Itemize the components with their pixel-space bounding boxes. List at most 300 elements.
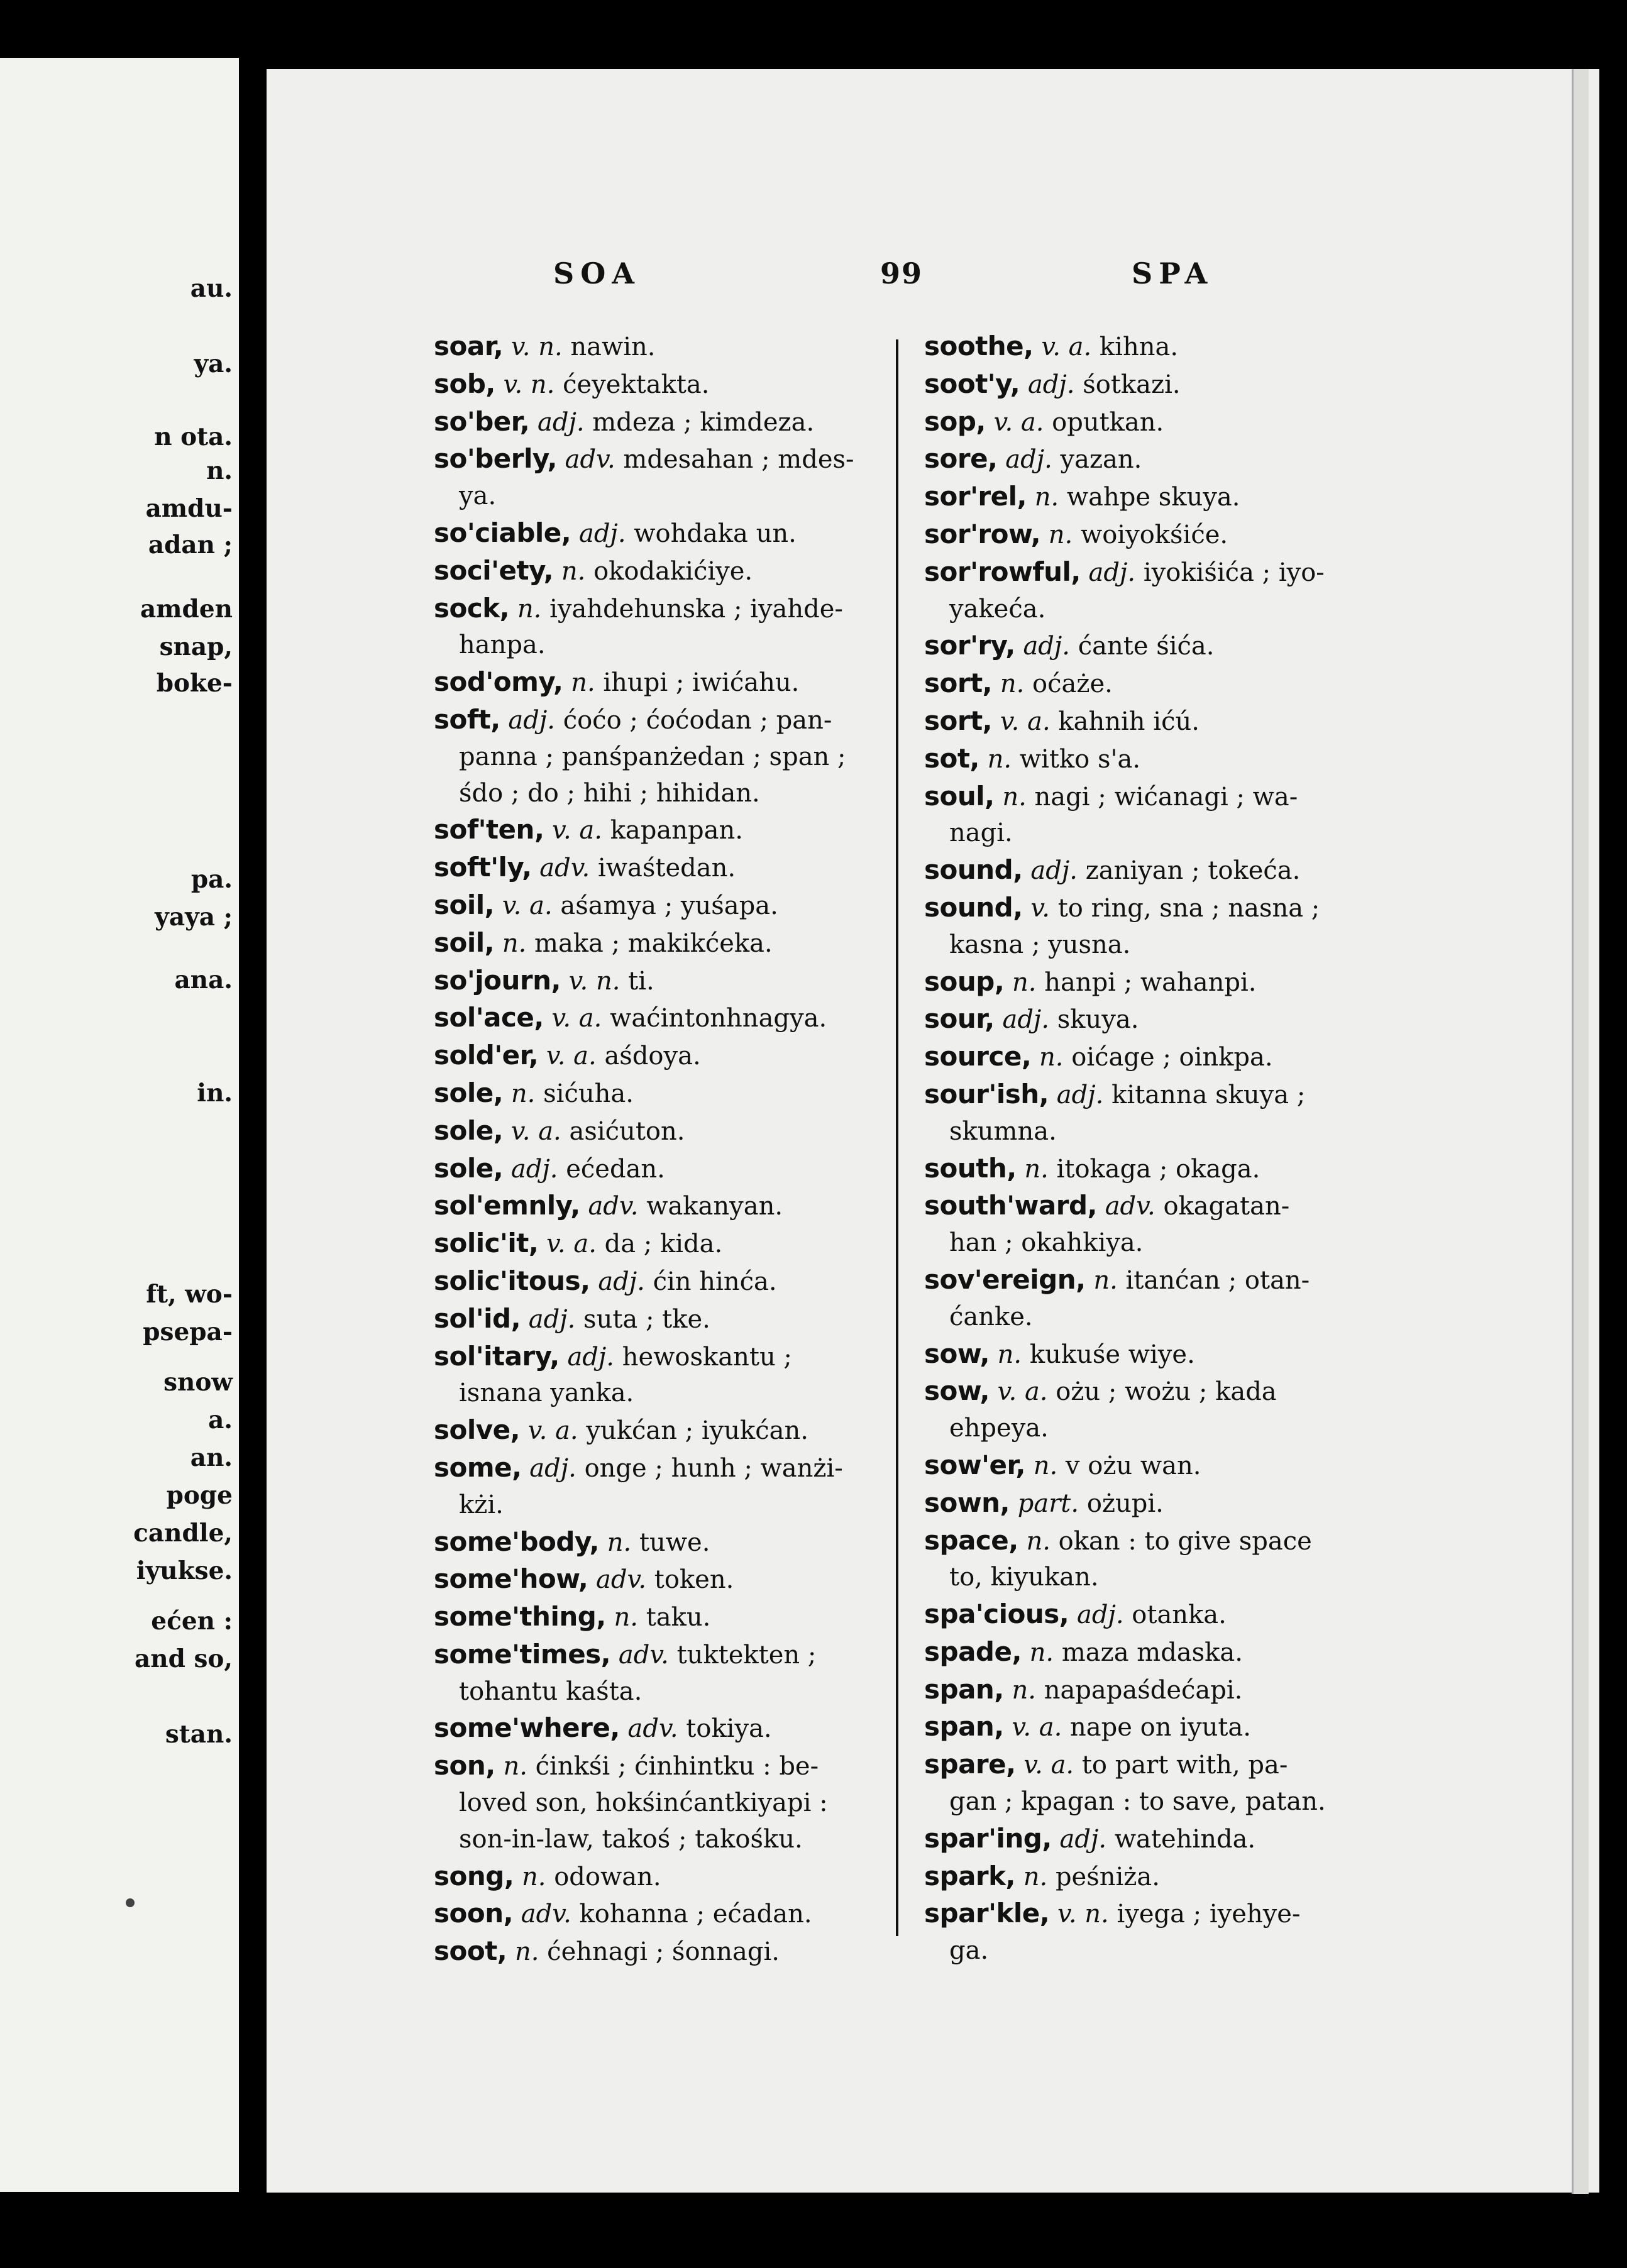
facing-page-text: amden [140, 595, 233, 624]
headword: some'times, [434, 1638, 611, 1670]
definition: witko s'a. [1019, 744, 1141, 774]
dictionary-entry [434, 925, 854, 962]
part-of-speech: n. [561, 556, 586, 586]
definition: ećedan. [566, 1154, 665, 1184]
definition: śdo ; do ; hihi ; hihidan. [459, 778, 760, 808]
dictionary-entry [924, 703, 1326, 740]
facing-page-text: poge [166, 1481, 233, 1510]
definition: oćaże. [1032, 669, 1113, 699]
dictionary-entry [434, 1075, 854, 1113]
dictionary-entry [434, 1450, 854, 1487]
part-of-speech: adj. [1076, 1600, 1124, 1630]
part-of-speech: n. [503, 1752, 527, 1781]
headword: soup, [924, 966, 1005, 997]
part-of-speech: n. [987, 744, 1012, 774]
definition: yakeća. [949, 594, 1046, 624]
definition: ihupi ; iwićahu. [603, 668, 800, 698]
entry-continuation [924, 1114, 1326, 1150]
definition: son-in-law, takoś ; takośku. [459, 1824, 803, 1854]
dictionary-entry [924, 441, 1326, 478]
dictionary-entry [924, 1671, 1326, 1709]
definition: hewoskantu ; [622, 1342, 792, 1372]
dictionary-entry [924, 1820, 1326, 1858]
definition: to, kiyukan. [949, 1563, 1099, 1592]
dictionary-entry [434, 849, 854, 887]
definition: onge ; hunh ; wanżi- [584, 1453, 843, 1483]
definition: oićage ; oinkpa. [1071, 1043, 1273, 1072]
headword: sour, [924, 1003, 995, 1035]
dictionary-entry [924, 1373, 1326, 1411]
dictionary-entry [924, 1336, 1326, 1373]
part-of-speech: n. [1000, 669, 1025, 699]
headword: sow'er, [924, 1449, 1025, 1480]
part-of-speech: v. a. [993, 407, 1044, 437]
definition: iyahdehunska ; iyahde- [549, 594, 843, 624]
part-of-speech: v. a. [510, 1116, 561, 1146]
definition: mdeza ; kimdeza. [592, 407, 815, 437]
definition: iyega ; iyehye- [1117, 1900, 1301, 1929]
definition: aśamya ; yuśapa. [560, 891, 778, 920]
facing-page-text: a. [208, 1406, 233, 1434]
dictionary-entry [924, 478, 1326, 516]
dictionary-entry [924, 964, 1326, 1001]
headword: soar, [434, 331, 504, 361]
entry-continuation [434, 1375, 854, 1412]
facing-page-text: ećen : [151, 1607, 233, 1636]
definition: ożupi. [1086, 1489, 1164, 1518]
part-of-speech: n. [1012, 1675, 1036, 1705]
definition: skuya. [1057, 1005, 1139, 1035]
headword: so'ciable, [434, 517, 571, 548]
part-of-speech: adv. [627, 1714, 678, 1744]
headword: sof'ten, [434, 814, 544, 845]
definition: oputkan. [1052, 407, 1164, 437]
dictionary-entry [924, 404, 1326, 441]
part-of-speech: adj. [578, 519, 626, 548]
definition: okodakićiye. [593, 556, 753, 586]
headword: soot, [434, 1935, 507, 1967]
definition: yukćan ; iyukćan. [586, 1416, 808, 1446]
dictionary-entry [924, 1709, 1326, 1746]
definition: token. [654, 1565, 734, 1595]
headword: spar'ing, [924, 1822, 1052, 1854]
part-of-speech: v. a. [1000, 707, 1051, 736]
part-of-speech: adj. [1027, 370, 1075, 399]
dictionary-entry [924, 1001, 1326, 1038]
headword: some'how, [434, 1563, 588, 1595]
dictionary-entry [434, 328, 854, 366]
part-of-speech: n. [1012, 967, 1037, 997]
headword: spare, [924, 1749, 1016, 1780]
definition: tokiya. [686, 1714, 772, 1744]
entry-continuation [924, 1299, 1326, 1336]
definition: skumna. [949, 1116, 1057, 1146]
headword: sore, [924, 443, 998, 475]
definition: han ; okahkiya. [949, 1228, 1144, 1258]
facing-page-text: in. [197, 1079, 233, 1108]
definition: maka ; makikćeka. [534, 928, 773, 958]
dictionary-entry [434, 812, 854, 849]
part-of-speech: adj. [528, 1304, 576, 1334]
part-of-speech: n. [1034, 483, 1059, 512]
facing-page-text: snap, [159, 632, 233, 661]
headword: so'ber, [434, 405, 530, 437]
entry-continuation [924, 1560, 1326, 1596]
dictionary-entry [924, 1038, 1326, 1076]
dictionary-entry [434, 1599, 854, 1636]
dictionary-entry [924, 1522, 1326, 1560]
headword: sort, [924, 705, 993, 736]
dictionary-entry [924, 1150, 1326, 1188]
headword: sot, [924, 742, 979, 774]
headword: sob, [434, 368, 495, 399]
dictionary-entry [434, 515, 854, 553]
headword: sor'ry, [924, 630, 1015, 661]
part-of-speech: v. n. [1057, 1900, 1109, 1929]
definition: wohdaka un. [634, 519, 797, 548]
part-of-speech: n. [502, 928, 527, 958]
headword: solve, [434, 1414, 521, 1446]
dictionary-entry [924, 366, 1326, 404]
facing-page-text: candle, [133, 1519, 233, 1548]
dictionary-entry [924, 1895, 1326, 1933]
headword: solic'it, [434, 1228, 539, 1259]
dictionary-entry [924, 1187, 1326, 1225]
definition: yazan. [1060, 445, 1142, 475]
definition: ćoćo ; ćoćodan ; pan- [563, 705, 832, 735]
dictionary-entry [924, 1746, 1326, 1784]
part-of-speech: v. a. [1023, 1751, 1074, 1780]
definition: gan ; kpagan : to save, patan. [949, 1787, 1326, 1817]
headword: sor'row, [924, 518, 1041, 549]
entry-column-right [924, 328, 1326, 1969]
definition: kukuśe wiye. [1029, 1340, 1195, 1369]
part-of-speech: v. a. [546, 1042, 597, 1071]
definition: ćehnagi ; śonnagi. [547, 1937, 780, 1967]
dictionary-entry [434, 1858, 854, 1896]
definition: loved son, hokśinćantkiyapi : [459, 1788, 828, 1818]
entry-continuation [924, 1933, 1326, 1969]
part-of-speech: adj. [1005, 445, 1052, 475]
definition: nagi. [949, 818, 1013, 848]
headword: spark, [924, 1860, 1016, 1891]
headword: sod'omy, [434, 666, 563, 698]
entry-continuation [924, 592, 1326, 628]
column-divider [896, 339, 898, 1936]
dictionary-entry [434, 1933, 854, 1971]
headword: some'thing, [434, 1601, 606, 1632]
headword: space, [924, 1524, 1018, 1556]
definition: otanka. [1132, 1600, 1227, 1630]
facing-page-text: adan ; [148, 531, 233, 559]
definition: hanpi ; wahanpi. [1044, 967, 1257, 997]
dictionary-entry [434, 1412, 854, 1450]
headword: sol'emnly, [434, 1190, 580, 1221]
entry-continuation [434, 1487, 854, 1524]
headword: son, [434, 1750, 495, 1781]
headword: so'journ, [434, 964, 561, 996]
definition: da ; kida. [604, 1230, 723, 1259]
facing-page-text: n. [206, 456, 233, 485]
headword: span, [924, 1673, 1004, 1705]
definition: peśniża. [1055, 1862, 1160, 1891]
definition: ya. [459, 482, 497, 511]
headword: soil, [434, 889, 495, 920]
part-of-speech: v. a. [527, 1416, 578, 1446]
definition: zaniyan ; tokeća. [1085, 856, 1301, 886]
part-of-speech: v. [1030, 893, 1050, 923]
headword: soothe, [924, 331, 1034, 361]
headword: soon, [434, 1898, 514, 1929]
part-of-speech: adj. [1030, 856, 1078, 886]
definition: ćanke. [949, 1302, 1033, 1331]
part-of-speech: n. [1039, 1043, 1064, 1072]
definition: hanpa. [459, 630, 546, 660]
dictionary-entry [924, 328, 1326, 366]
definition: ćinkśi ; ćinhintku : be- [535, 1752, 819, 1781]
headword: soft'ly, [434, 852, 532, 883]
facing-page-text: snow [163, 1368, 233, 1397]
entry-continuation [924, 815, 1326, 852]
definition: wakanyan. [646, 1192, 783, 1221]
dictionary-entry [924, 665, 1326, 703]
part-of-speech: v. a. [502, 891, 553, 920]
part-of-speech: adv. [565, 445, 615, 475]
headword: sor'rowful, [924, 556, 1081, 587]
definition: to part with, pa- [1081, 1751, 1288, 1780]
facing-page-text: ana. [174, 966, 233, 994]
definition: suta ; tke. [583, 1304, 710, 1334]
definition: woiyokśiće. [1080, 520, 1228, 549]
definition: kitanna skuya ; [1111, 1080, 1306, 1109]
part-of-speech: v. n. [503, 370, 555, 399]
definition: nape on iyuta. [1070, 1713, 1251, 1742]
definition: sićuha. [543, 1079, 634, 1108]
definition: tuwe. [639, 1528, 710, 1557]
page-edge [1572, 69, 1589, 2194]
dictionary-entry [434, 664, 854, 702]
definition: waćintonhnagya. [610, 1004, 827, 1033]
definition: itokaga ; okaga. [1056, 1154, 1260, 1184]
dictionary-entry [924, 852, 1326, 889]
part-of-speech: part. [1017, 1489, 1079, 1518]
definition: kasna ; yusna. [949, 930, 1131, 959]
part-of-speech: adv. [588, 1192, 639, 1221]
dictionary-entry [924, 627, 1326, 665]
facing-page-text: ft, wo- [146, 1280, 233, 1309]
entry-continuation [434, 1785, 854, 1822]
headword: sol'itary, [434, 1340, 560, 1372]
part-of-speech: n. [1023, 1862, 1048, 1891]
part-of-speech: n. [614, 1603, 638, 1632]
dictionary-entry [434, 1037, 854, 1075]
dictionary-entry [434, 1636, 854, 1674]
headword: sour'ish, [924, 1078, 1049, 1109]
dictionary-entry [434, 962, 854, 1000]
dictionary-entry [924, 889, 1326, 927]
headword: sov'ereign, [924, 1263, 1086, 1295]
part-of-speech: adj. [598, 1267, 645, 1296]
entry-continuation [434, 1822, 854, 1858]
facing-page-text: boke- [156, 669, 233, 698]
definition: kapanpan. [610, 816, 743, 845]
part-of-speech: v. a. [1041, 333, 1092, 361]
dictionary-entry [434, 366, 854, 404]
part-of-speech: n. [510, 1079, 536, 1108]
definition: kżi. [459, 1490, 504, 1519]
definition: maza mdaska. [1061, 1638, 1243, 1667]
definition: asićuton. [569, 1116, 685, 1146]
headword: some, [434, 1451, 522, 1483]
headword: some'body, [434, 1526, 600, 1557]
entry-continuation [924, 1411, 1326, 1447]
dictionary-entry [924, 516, 1326, 554]
dictionary-entry [924, 1447, 1326, 1485]
dictionary-entry [434, 404, 854, 441]
part-of-speech: n. [1002, 782, 1027, 812]
part-of-speech: adj. [567, 1342, 615, 1372]
part-of-speech: v. a. [552, 816, 602, 845]
part-of-speech: n. [517, 594, 542, 624]
headword: sold'er, [434, 1040, 539, 1071]
facing-page-text: yaya ; [155, 903, 233, 932]
dictionary-entry [924, 1634, 1326, 1671]
ink-speck [126, 1898, 135, 1907]
part-of-speech: n. [1033, 1451, 1058, 1480]
dictionary-entry [434, 1225, 854, 1263]
dictionary-entry [434, 553, 854, 590]
facing-page-text: ya. [194, 350, 233, 378]
dictionary-entry [434, 702, 854, 739]
part-of-speech: adv. [596, 1565, 647, 1595]
entry-continuation [924, 927, 1326, 964]
part-of-speech: adv. [1105, 1192, 1155, 1221]
definition: ożu ; wożu ; kada [1056, 1377, 1277, 1407]
definition: ćeyektakta. [563, 370, 710, 399]
headword: sort, [924, 668, 993, 699]
dictionary-entry [434, 1710, 854, 1748]
dictionary-entry [434, 1301, 854, 1338]
dictionary-entry [434, 590, 854, 628]
headword: spar'kle, [924, 1898, 1050, 1929]
facing-page-text: au. [190, 274, 233, 303]
part-of-speech: adj. [1059, 1824, 1107, 1854]
part-of-speech: adj. [529, 1453, 576, 1483]
headword: sow, [924, 1375, 990, 1407]
headword: south, [924, 1152, 1017, 1184]
part-of-speech: adj. [508, 705, 555, 735]
definition: itanćan ; otan- [1125, 1265, 1310, 1295]
definition: ti. [628, 966, 654, 996]
entry-continuation [434, 739, 854, 776]
headword: soft, [434, 703, 500, 735]
definition: nawin. [570, 333, 656, 361]
headword: spa'cious, [924, 1599, 1069, 1630]
headword: sor'rel, [924, 481, 1027, 512]
part-of-speech: adv. [618, 1640, 669, 1670]
definition: ga. [949, 1936, 989, 1966]
facing-page-text: n ota. [154, 422, 233, 451]
definition: panna ; panśpanżedan ; span ; [459, 742, 846, 771]
definition: iyokiśića ; iyo- [1143, 558, 1325, 587]
headword: song, [434, 1860, 514, 1891]
headword: span, [924, 1711, 1004, 1742]
definition: napapaśdećapi. [1044, 1675, 1243, 1705]
part-of-speech: n. [1029, 1638, 1054, 1667]
dictionary-entry [434, 999, 854, 1037]
part-of-speech: n. [514, 1937, 539, 1967]
facing-page-text: pa. [190, 865, 233, 894]
part-of-speech: v. a. [1012, 1713, 1062, 1742]
headword: soci'ety, [434, 554, 554, 586]
definition: tuktekten ; [676, 1640, 817, 1670]
dictionary-entry [434, 1895, 854, 1933]
definition: v ożu wan. [1065, 1451, 1201, 1480]
headword: sound, [924, 891, 1023, 923]
dictionary-entry [434, 1187, 854, 1225]
entry-continuation [434, 1674, 854, 1710]
definition: ćante śića. [1078, 632, 1215, 661]
part-of-speech: n. [571, 668, 595, 698]
definition: kahnih ićú. [1058, 707, 1200, 736]
definition: tohantu kaśta. [459, 1676, 643, 1706]
dictionary-entry [434, 1748, 854, 1785]
definition: kohanna ; ećadan. [579, 1900, 812, 1929]
dictionary-entry [924, 778, 1326, 816]
headword: sown, [924, 1487, 1010, 1518]
headword: sol'id, [434, 1302, 521, 1334]
facing-page-text: an. [190, 1443, 233, 1472]
definition: kihna. [1099, 333, 1179, 361]
headword: sow, [924, 1338, 990, 1369]
part-of-speech: adj. [1056, 1080, 1104, 1109]
definition: ćin hinća. [653, 1267, 777, 1296]
part-of-speech: n. [997, 1340, 1022, 1369]
facing-page-text: iyukse. [136, 1556, 233, 1585]
definition: to ring, sna ; nasna ; [1057, 893, 1320, 923]
part-of-speech: adj. [537, 407, 585, 437]
dictionary-entry [434, 1338, 854, 1376]
dictionary-entry [434, 887, 854, 925]
headword: sole, [434, 1115, 504, 1146]
entry-continuation [434, 478, 854, 515]
definition: śotkazi. [1083, 370, 1181, 399]
part-of-speech: v. n. [568, 966, 620, 996]
headword: source, [924, 1041, 1032, 1072]
headword: sop, [924, 405, 986, 437]
headword: solic'itous, [434, 1265, 590, 1296]
entry-continuation [434, 627, 854, 664]
dictionary-entry [924, 1262, 1326, 1299]
part-of-speech: v. a. [546, 1230, 597, 1259]
dictionary-entry [924, 554, 1326, 592]
definition: okagatan- [1163, 1192, 1290, 1221]
headword: soul, [924, 780, 995, 812]
entry-continuation [924, 1225, 1326, 1262]
part-of-speech: v. a. [997, 1377, 1048, 1407]
headword: south'ward, [924, 1190, 1097, 1221]
running-head-left: SOA [553, 256, 641, 290]
definition: mdesahan ; mdes- [623, 445, 854, 475]
page-number: 99 [880, 256, 924, 290]
dictionary-entry [434, 1524, 854, 1561]
headword: sock, [434, 592, 510, 624]
part-of-speech: n. [607, 1528, 632, 1557]
part-of-speech: adj. [1088, 558, 1136, 587]
headword: sol'ace, [434, 1002, 544, 1033]
dictionary-entry [434, 1150, 854, 1188]
definition: isnana yanka. [459, 1379, 634, 1408]
